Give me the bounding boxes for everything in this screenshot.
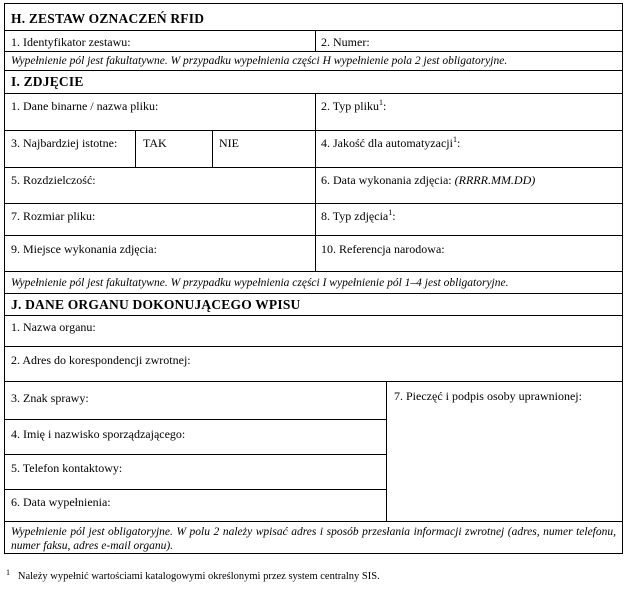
photo-type-label: 8. Typ zdjęcia [321,209,389,223]
section-i-title: I. ZDJĘCIE [11,74,84,89]
set-identifier-field[interactable]: 1. Identyfikator zestawu: [11,35,131,49]
section-j-title: J. DANE ORGANU DOKONUJĄCEGO WPISU [11,297,301,312]
case-reference-field[interactable]: 3. Znak sprawy: [11,391,89,405]
photo-type-field[interactable]: 8. Typ zdjęcia$^1$: [321,208,396,223]
footnote-mark: 1 [6,568,10,577]
completion-date-field[interactable]: 6. Data wypełnienia: [11,495,111,509]
section-h-title: H. ZESTAW OZNACZEŃ RFID [11,11,205,26]
most-relevant-label: 3. Najbardziej istotne: [11,136,118,150]
return-address-field[interactable]: 2. Adres do korespondencji zwrotnej: [11,353,191,367]
most-relevant-no-option[interactable]: NIE [219,136,239,150]
resolution-field[interactable]: 5. Rozdzielczość: [11,173,96,187]
quality-for-automation-field[interactable] [321,136,460,150]
stamp-signature-field[interactable]: 7. Pieczęć i podpis osoby uprawnionej: [394,389,582,403]
section-h-note: Wypełnienie pól jest fakultatywne. W przypadku wypełnienia części H wypełnienie pola 2 jest obligatoryjne. [11,55,508,67]
photo-date-field[interactable] [321,173,535,187]
photo-location-field[interactable]: 9. Miejsce wykonania zdjęcia: [11,242,157,256]
binary-data-filename-field[interactable]: 1. Dane binarne / nazwa pliku: [11,99,159,113]
photo-date-label: 6. Data wykonania zdjęcia: [321,173,452,187]
date-format-hint: (RRRR.MM.DD) [454,173,536,187]
footnote [6,568,380,582]
most-relevant-yes-option[interactable]: TAK [143,136,167,150]
number-field[interactable]: 2. Numer: [321,35,370,49]
footnote-mark: 1 [378,98,383,107]
author-name-field[interactable]: 4. Imię i nazwisko sporządzającego: [11,427,186,441]
footnote-text: Należy wypełnić wartościami katalogowymi określonymi przez system centralny SIS. [17,571,380,582]
section-i-note: Wypełnienie pól jest fakultatywne. W przypadku wypełnienia części I wypełnienie pól 1–4 jest obligatoryjne. [11,277,509,289]
section-j-note: Wypełnienie pól jest obligatoryjne. W polu 2 należy wpisać adres i sposób przesłania informacji zwrotnej (adres, numer telefonu, numer faksu, adres e-mail organu). [11,526,616,552]
quality-label-suffix: : [456,136,461,150]
file-size-field[interactable]: 7. Rozmiar pliku: [11,209,96,223]
national-reference-field[interactable]: 10. Referencja narodowa: [321,242,445,256]
rfid-photo-authority-form [4,3,623,554]
footnote-mark: 1 [388,208,393,217]
authority-name-field[interactable]: 1. Nazwa organu: [11,320,96,334]
file-type-label: 2. Typ pliku [321,99,379,113]
contact-phone-field[interactable]: 5. Telefon kontaktowy: [11,461,123,475]
quality-label: 4. Jakość dla automatyzacji [321,136,453,150]
footnote-mark: 1 [452,135,457,144]
file-type-field[interactable]: 2. Typ pliku$^1$: [321,98,387,113]
